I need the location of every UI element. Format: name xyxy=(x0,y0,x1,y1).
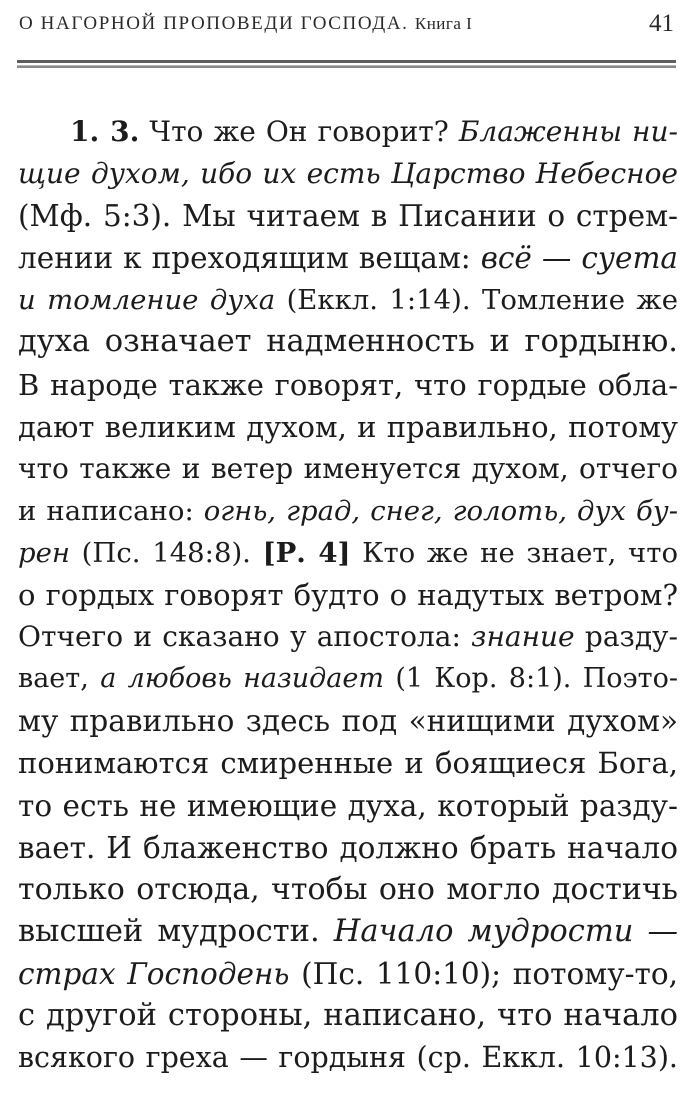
italic-quote: Блаженны ни- xyxy=(458,115,678,148)
text-run: понимаются смиренные и боящиеся Бога, xyxy=(18,746,678,781)
text-line xyxy=(18,279,678,321)
text-line xyxy=(18,237,678,279)
text-run: разду- xyxy=(574,620,678,654)
text-run: что также и ветер именуется духом, отчего xyxy=(18,451,678,485)
text-line xyxy=(18,574,678,616)
text-run: (Еккл. 1:14). Томление же xyxy=(275,284,678,317)
text-run: дают великим духом, и правильно, потому xyxy=(18,409,678,444)
page-number: 41 xyxy=(649,10,674,37)
text-run: с другой стороны, написано, что начало xyxy=(18,997,678,1033)
italic-quote: щие духом, ибо их есть Царство Небесное xyxy=(18,157,678,191)
text-run: (1 Кор. 8:1). Поэто- xyxy=(383,663,678,695)
text-run: Отчего и сказано у апостола: xyxy=(18,620,472,654)
text-run: (Мф. 5:3). Мы читаем в Писании о стрем- xyxy=(18,199,678,234)
text-run: (Пс. 110:10); потому-то, xyxy=(289,956,678,991)
paragraph-1-3 xyxy=(18,111,678,1079)
text-run: то есть не имеющие духа, который разду- xyxy=(18,788,678,823)
text-line xyxy=(18,953,678,995)
italic-quote: а любовь назидает xyxy=(100,663,384,695)
text-line xyxy=(18,111,678,153)
text-run: Что же Он говорит? xyxy=(139,115,459,148)
text-run: В народе также говорят, что гордые обла- xyxy=(18,367,678,402)
text-run: лении к преходящим вещам: xyxy=(18,241,481,276)
text-line xyxy=(18,742,678,784)
text-line xyxy=(18,1037,678,1079)
text-line xyxy=(18,869,678,911)
text-line xyxy=(18,995,678,1037)
text-run: му правильно здесь под «нищими духом» xyxy=(18,704,678,739)
text-line xyxy=(18,616,678,658)
text-run: вает, xyxy=(18,663,101,695)
text-line xyxy=(18,827,678,869)
italic-quote: Начало мудрости — xyxy=(333,913,678,949)
text-line xyxy=(18,321,678,363)
italic-quote: рен xyxy=(18,536,70,569)
text-run: всякого греха — гордыня (ср. Еккл. 10:13). xyxy=(18,1041,678,1075)
text-line xyxy=(18,153,678,195)
text-line xyxy=(18,785,678,827)
italic-quote: страх Господень xyxy=(18,956,290,991)
text-run: (Пс. 148:8). xyxy=(70,536,263,569)
running-head-title xyxy=(19,13,472,35)
text-line xyxy=(18,195,678,237)
text-line xyxy=(18,911,678,953)
text-run: духа означает надменность и гордыню. xyxy=(18,324,678,360)
bold-marker: [Р. 4] xyxy=(262,536,351,569)
text-run: высшей мудрости. xyxy=(18,913,334,949)
book-label: Книга I xyxy=(414,14,473,33)
text-line xyxy=(18,700,678,742)
text-run: и написано: xyxy=(18,494,204,527)
text-line xyxy=(18,364,678,406)
text-line xyxy=(18,406,678,448)
bold-marker: 1. 3. xyxy=(70,115,140,148)
work-title: О НАГОРНОЙ ПРОПОВЕДИ ГОСПОДА. xyxy=(19,13,409,34)
italic-quote: всё — суета xyxy=(480,241,678,276)
running-head xyxy=(19,6,674,42)
text-line xyxy=(18,448,678,490)
text-run: вает. И блаженство должно брать начало xyxy=(18,830,678,865)
text-line xyxy=(18,532,678,574)
header-double-rule xyxy=(17,60,676,68)
text-run: только отсюда, чтобы оно могло достичь xyxy=(18,871,678,907)
italic-quote: огнь, град, снег, голоть, дух бу- xyxy=(203,494,678,527)
text-line xyxy=(18,490,678,532)
text-run: Кто же не знает, что xyxy=(350,536,678,569)
italic-quote: и томление духа xyxy=(18,284,276,317)
italic-quote: знание xyxy=(471,620,575,654)
text-run: о гордых говорят будто о надутых ветром? xyxy=(18,578,678,613)
text-line xyxy=(18,658,678,700)
